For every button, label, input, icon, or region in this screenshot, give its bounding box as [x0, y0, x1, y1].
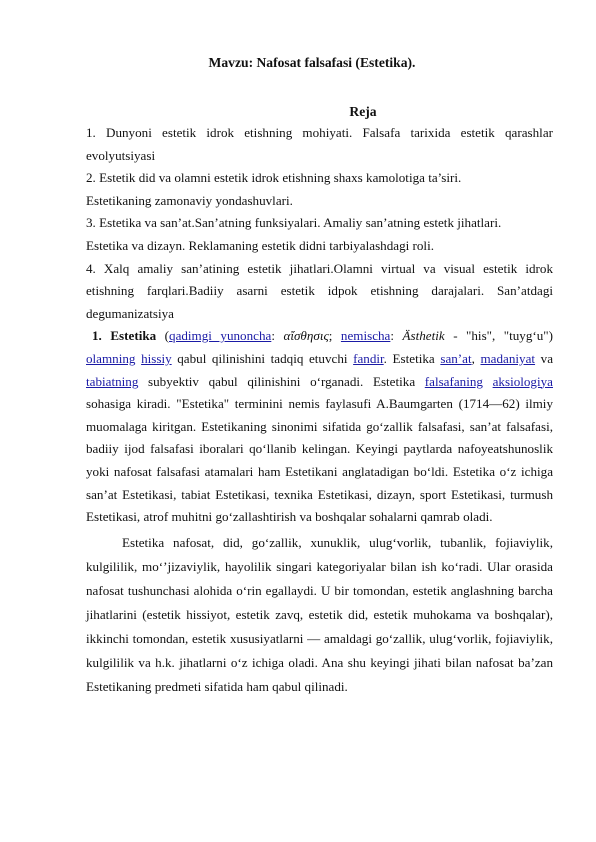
definition-term: Estetika [110, 328, 157, 344]
link-tabiatning[interactable]: tabiatning [86, 373, 139, 389]
greek-word: αἴσθησις [283, 328, 329, 344]
definition-text: sohasiga kiradi. "Estetika" terminini nemis faylasufi A.Baumgarten (1714—62) ilmiy muomalaga kiritgan. Estetikaning sinonimi sifatida go‘zallik falsafasi, san’at falsafasi, badiiy ijod falsafasi iboralari qo‘llanib kelingan. Keyingi paytlarda nafoyeatshunoslik yoki nafosat falsafasi atamalari ham Estetikani anglatadigan bo‘ldi. Estetika o‘z ichiga san’at Estetikasi, tabiat Estetikasi, texnika Estetikasi, dizayn, sport Estetikasi, turmush Estetikasi, atrof muhitni go‘zallashtirish va boshqalar sohalarni qamrab oladi. [86, 396, 553, 525]
definition-text [483, 374, 493, 389]
definition-paragraph [86, 325, 553, 528]
plan-item-3-continued: Estetika va dizayn. Reklamaning estetik didni tarbiyalashdagi roli. [86, 237, 434, 253]
plan-item-4: 4. Xalq amaliy san’atining estetik jihatlari.Olamni virtual va visual estetik idrok etishning farqlari.Badiiy asarni estetik idpok etishning darajalari. San’atdagi degumanizatsiya [86, 260, 553, 321]
plan-item-2-continued: Estetikaning zamonaviy yondashuvlari. [86, 192, 293, 208]
plan-item-3: 3. Estetika va san’at.San’atning funksiyalari. Amaliy san’atning estetk jihatlari. [86, 215, 502, 231]
link-qadimgi-yunoncha[interactable]: qadimgi yunoncha [169, 328, 272, 344]
link-madaniyat[interactable]: madaniyat [480, 350, 536, 366]
definition-text: . Estetika [383, 350, 441, 366]
link-aksiologiya[interactable]: aksiologiya [492, 373, 553, 389]
definition-text: - "his", "tuyg‘u") [444, 328, 554, 344]
paragraph-categories: Estetika nafosat, did, go‘zallik, xunuklik, ulug‘vorlik, tubanlik, fojiaviylik, kulgililik, mo‘’jizaviylik, hayolilik singari kategoriyalar bilan ish ko‘radi. Ular orasida nafosat tushunchasi alohida o‘rin egallaydi. U bir tomondan, estetik anglashning barcha jihatlarini (estetik hissiyot, estetik zavq, estetik did, estetik muhokama va boshqalar), ikkinchi tomondan, estetik xususiyatlarni — amaldagi go‘zallik, ulug‘vorlik, fojiaviylik, kulgililik va h.k. jihatlarni o‘z ichiga oladi. Ana shu keyingi jihati bilan nafosat ba’zan Estetikaning predmeti sifatida ham qabul qilinadi. [86, 534, 553, 694]
plan-item-2: 2. Estetik did va olamni estetik idrok etishning shaxs kamolotiga ta’siri. [86, 170, 462, 186]
definition-text: subyektiv qabul qilinishini o‘rganadi. Estetika [138, 373, 425, 389]
link-fandir[interactable]: fandir [353, 350, 384, 366]
link-falsafaning[interactable]: falsafaning [424, 373, 483, 389]
definition-text: , [471, 350, 481, 366]
definition-text: ( [156, 328, 170, 344]
link-olamning[interactable]: olamning [86, 350, 136, 366]
definition-text: : [271, 328, 284, 344]
link-nemischa[interactable]: nemischa [340, 328, 391, 344]
page-title: Mavzu: Nafosat falsafasi (Estetika). [208, 55, 416, 70]
german-word: Ästhetik [402, 328, 445, 344]
plan-heading: Reja [349, 104, 377, 119]
document-body [86, 122, 553, 699]
plan-item-1: 1. Dunyoni estetik idrok etishning mohiyati. Falsafa tarixida estetik qarashlar evolyutsiyasi [86, 125, 553, 163]
definition-text: qabul qilinishini tadqiq etuvchi [171, 350, 354, 366]
link-hissiy[interactable]: hissiy [141, 350, 172, 366]
definition-text: ; [328, 328, 341, 344]
definition-text: va [535, 350, 554, 366]
definition-number: 1. [92, 328, 102, 344]
link-sanat[interactable]: san’at [440, 350, 472, 366]
definition-text: : [390, 328, 403, 344]
